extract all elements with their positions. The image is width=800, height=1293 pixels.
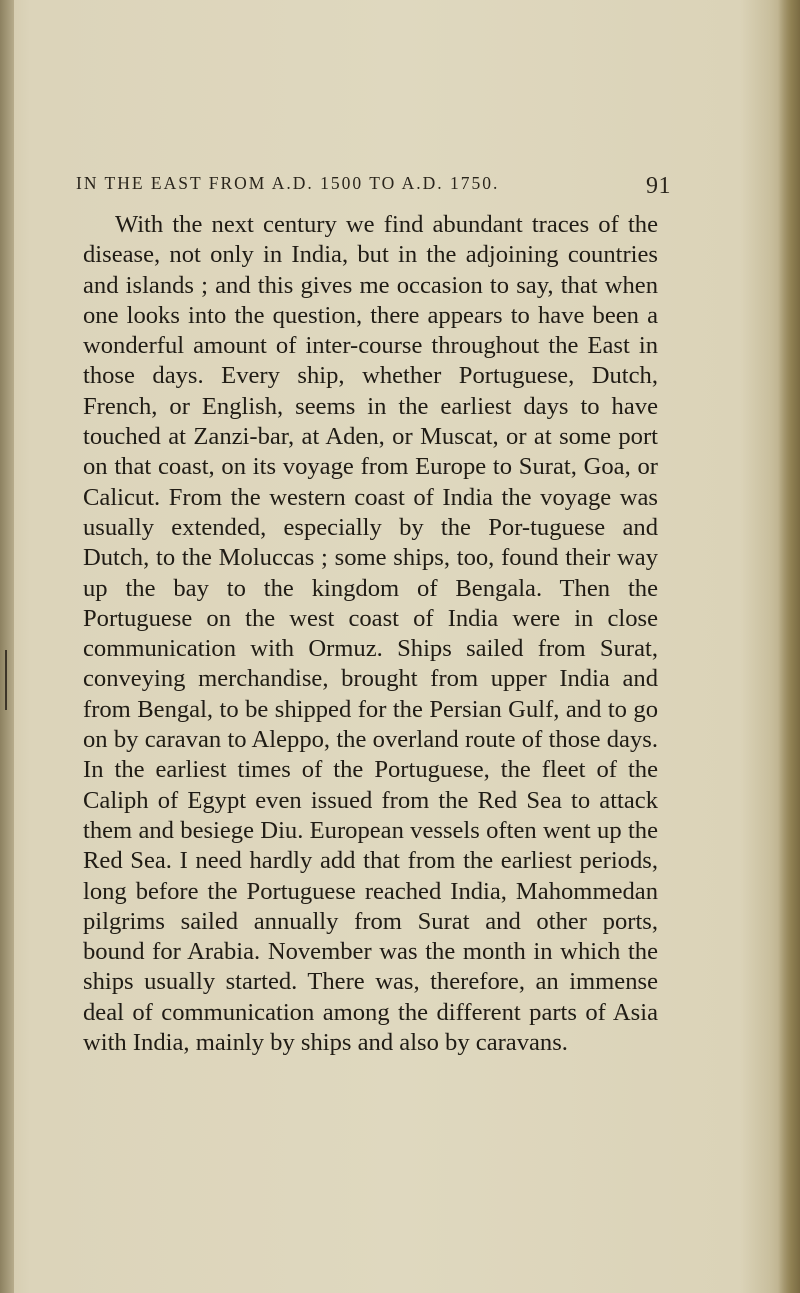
page-number: 91 — [646, 173, 671, 199]
page-edge-shadow — [778, 0, 800, 1293]
running-head-title: IN THE EAST FROM A.D. 1500 TO A.D. 1750. — [76, 173, 500, 193]
body-paragraph: With the next century we find abundant traces of the disease, not only in India, but in the adjoining countries and islands ; and this gives me occasion to say, that when one looks into the question, there appears to have been a wonderful amount of inter-course throughout the East in those days. Every ship, whether Portuguese, Dutch, French, or English, seems in the earliest days to have touched at Zanzi-bar, at Aden, or Muscat, or at some port on that coast, on its voyage from Europe to Surat, Goa, or Calicut. From the western coast of India the voyage was usually extended, especially by the Por-tuguese and Dutch, to the Moluccas ; some ships, too, found their way up the bay to the kingdom of Bengala. Then the Portuguese on the west coast of India were in close communication with Ormuz. Ships sailed from Surat, conveying merchandise, brought from upper India and from Bengal, to be shipped for the Persian Gulf, and to go on by caravan to Aleppo, the overland route of those days. In the earliest times of the Portuguese, the fleet of the Caliph of Egypt even issued from the Red Sea to attack them and besiege Diu. European vessels often went up the Red Sea. I need hardly add that from the earliest periods, long before the Portuguese reached India, Mahommedan pilgrims sailed annually from Surat and other ports, bound for Arabia. November was the month in which the ships usually started. There was, therefore, an immense deal of communication among the different parts of Asia with India, mainly by ships and also by caravans. — [83, 211, 658, 1057]
page-gutter-shadow — [0, 0, 14, 1293]
gutter-mark — [5, 650, 7, 710]
running-head — [76, 173, 716, 199]
